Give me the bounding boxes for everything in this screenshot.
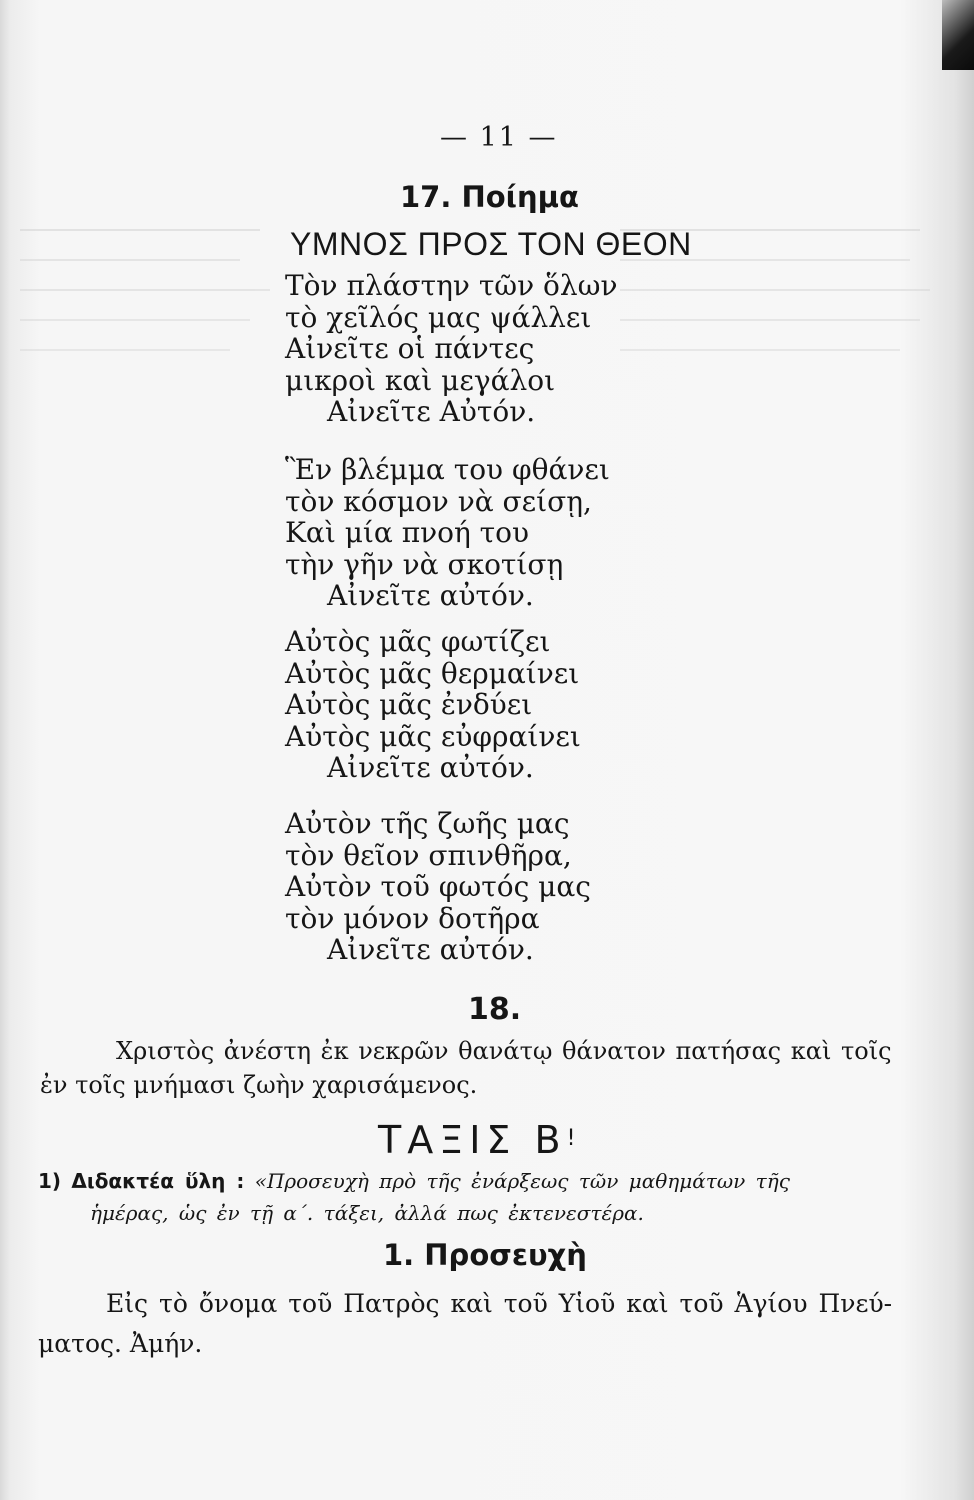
curriculum-number: 1) (38, 1169, 62, 1193)
curriculum-text: «Προσευχὴ πρὸ τῆς ἐνάρξεως τῶν μαθημάτων τῆς (254, 1169, 790, 1193)
prayer-line: Εἰς τὸ ὄνομα τοῦ Πατρὸς καὶ τοῦ Υἱοῦ καὶ τοῦ Ἁγίου Πνεύ- (106, 1289, 893, 1318)
poem-refrain: Αἰνεῖτε αὐτόν. (327, 579, 534, 612)
easter-hymn (40, 1034, 930, 1102)
easter-hymn-line: ἐν τοῖς μνήμασι ζωὴν χαρισάμενος. (40, 1071, 478, 1099)
poem-line: τὸν μόνον δοτῆρα (285, 901, 540, 935)
poem-refrain: Αἰνεῖτε αὐτόν. (327, 933, 534, 966)
poem-line: Αὐτὸν τοῦ φωτός μας (285, 870, 591, 903)
poem-line: τὸ χεῖλός μας ψάλλει (285, 300, 592, 334)
class-heading-text: ΤΑΞΙΣ Β (378, 1118, 567, 1162)
curriculum-line (38, 1165, 938, 1197)
page-number: — 11 — (440, 122, 558, 153)
class-heading-mark: ! (566, 1126, 576, 1151)
poem-line: Αὐτὸν τῆς ζωῆς μας (285, 807, 570, 840)
curriculum-label: Διδακτέα ὕλη : (71, 1169, 245, 1193)
bleed-through-text-left (20, 215, 280, 445)
poem-stanza (285, 270, 618, 428)
poem-heading: 17. Ποίημα (400, 180, 579, 214)
page-corner-shadow (942, 0, 974, 70)
poem-stanza (285, 808, 591, 966)
poem-line: Αὐτὸς μᾶς ἐνδύει (285, 688, 533, 721)
poem-stanza (285, 454, 610, 612)
prayer-heading: 1. Προσευχὴ (383, 1238, 587, 1272)
poem-line: Τὸν πλάστην τῶν ὅλων (285, 269, 618, 302)
poem-refrain: Αἰνεῖτε Αὐτόν. (327, 395, 536, 428)
poem-line: Αἰνεῖτε οἱ πάντες (285, 332, 535, 365)
prayer-line: ματος. Ἀμήν. (38, 1329, 203, 1358)
poem-line: Αὐτὸς μᾶς θερμαίνει (285, 656, 580, 690)
poem-line: τὴν γῆν νὰ σκοτίσῃ (285, 547, 564, 581)
poem-title: ΥΜΝΟΣ ΠΡΟΣ ΤΟΝ ΘΕΟΝ (290, 226, 692, 262)
poem-refrain: Αἰνεῖτε αὐτόν. (327, 751, 534, 784)
poem-line: Αὐτὸς μᾶς φωτίζει (285, 625, 551, 658)
poem-line: Ἓν βλέμμα του φθάνει (285, 453, 610, 486)
curriculum-line: ἡμέρας, ὡς ἐν τῇ α΄. τάξει, ἀλλά πως ἐκτενεστέρα. (90, 1201, 644, 1225)
poem-line: τὸν θεῖον σπινθῆρα, (285, 838, 572, 872)
prayer-text (38, 1284, 938, 1364)
poem-line: Αὐτὸς μᾶς εὐφραίνει (285, 719, 581, 753)
curriculum-note (38, 1165, 938, 1229)
poem-stanza (285, 626, 581, 784)
section-18-heading: 18. (468, 992, 522, 1027)
easter-hymn-line: Χριστὸς ἀνέστη ἐκ νεκρῶν θανάτῳ θάνατον πατήσας καὶ τοῖς (116, 1037, 892, 1065)
poem-line: Καὶ μία πνοή του (285, 516, 530, 549)
poem-line: μικροὶ καὶ μεγάλοι (285, 363, 556, 397)
class-heading (378, 1118, 575, 1162)
poem-line: τὸν κόσμον νὰ σείσῃ, (285, 484, 592, 518)
